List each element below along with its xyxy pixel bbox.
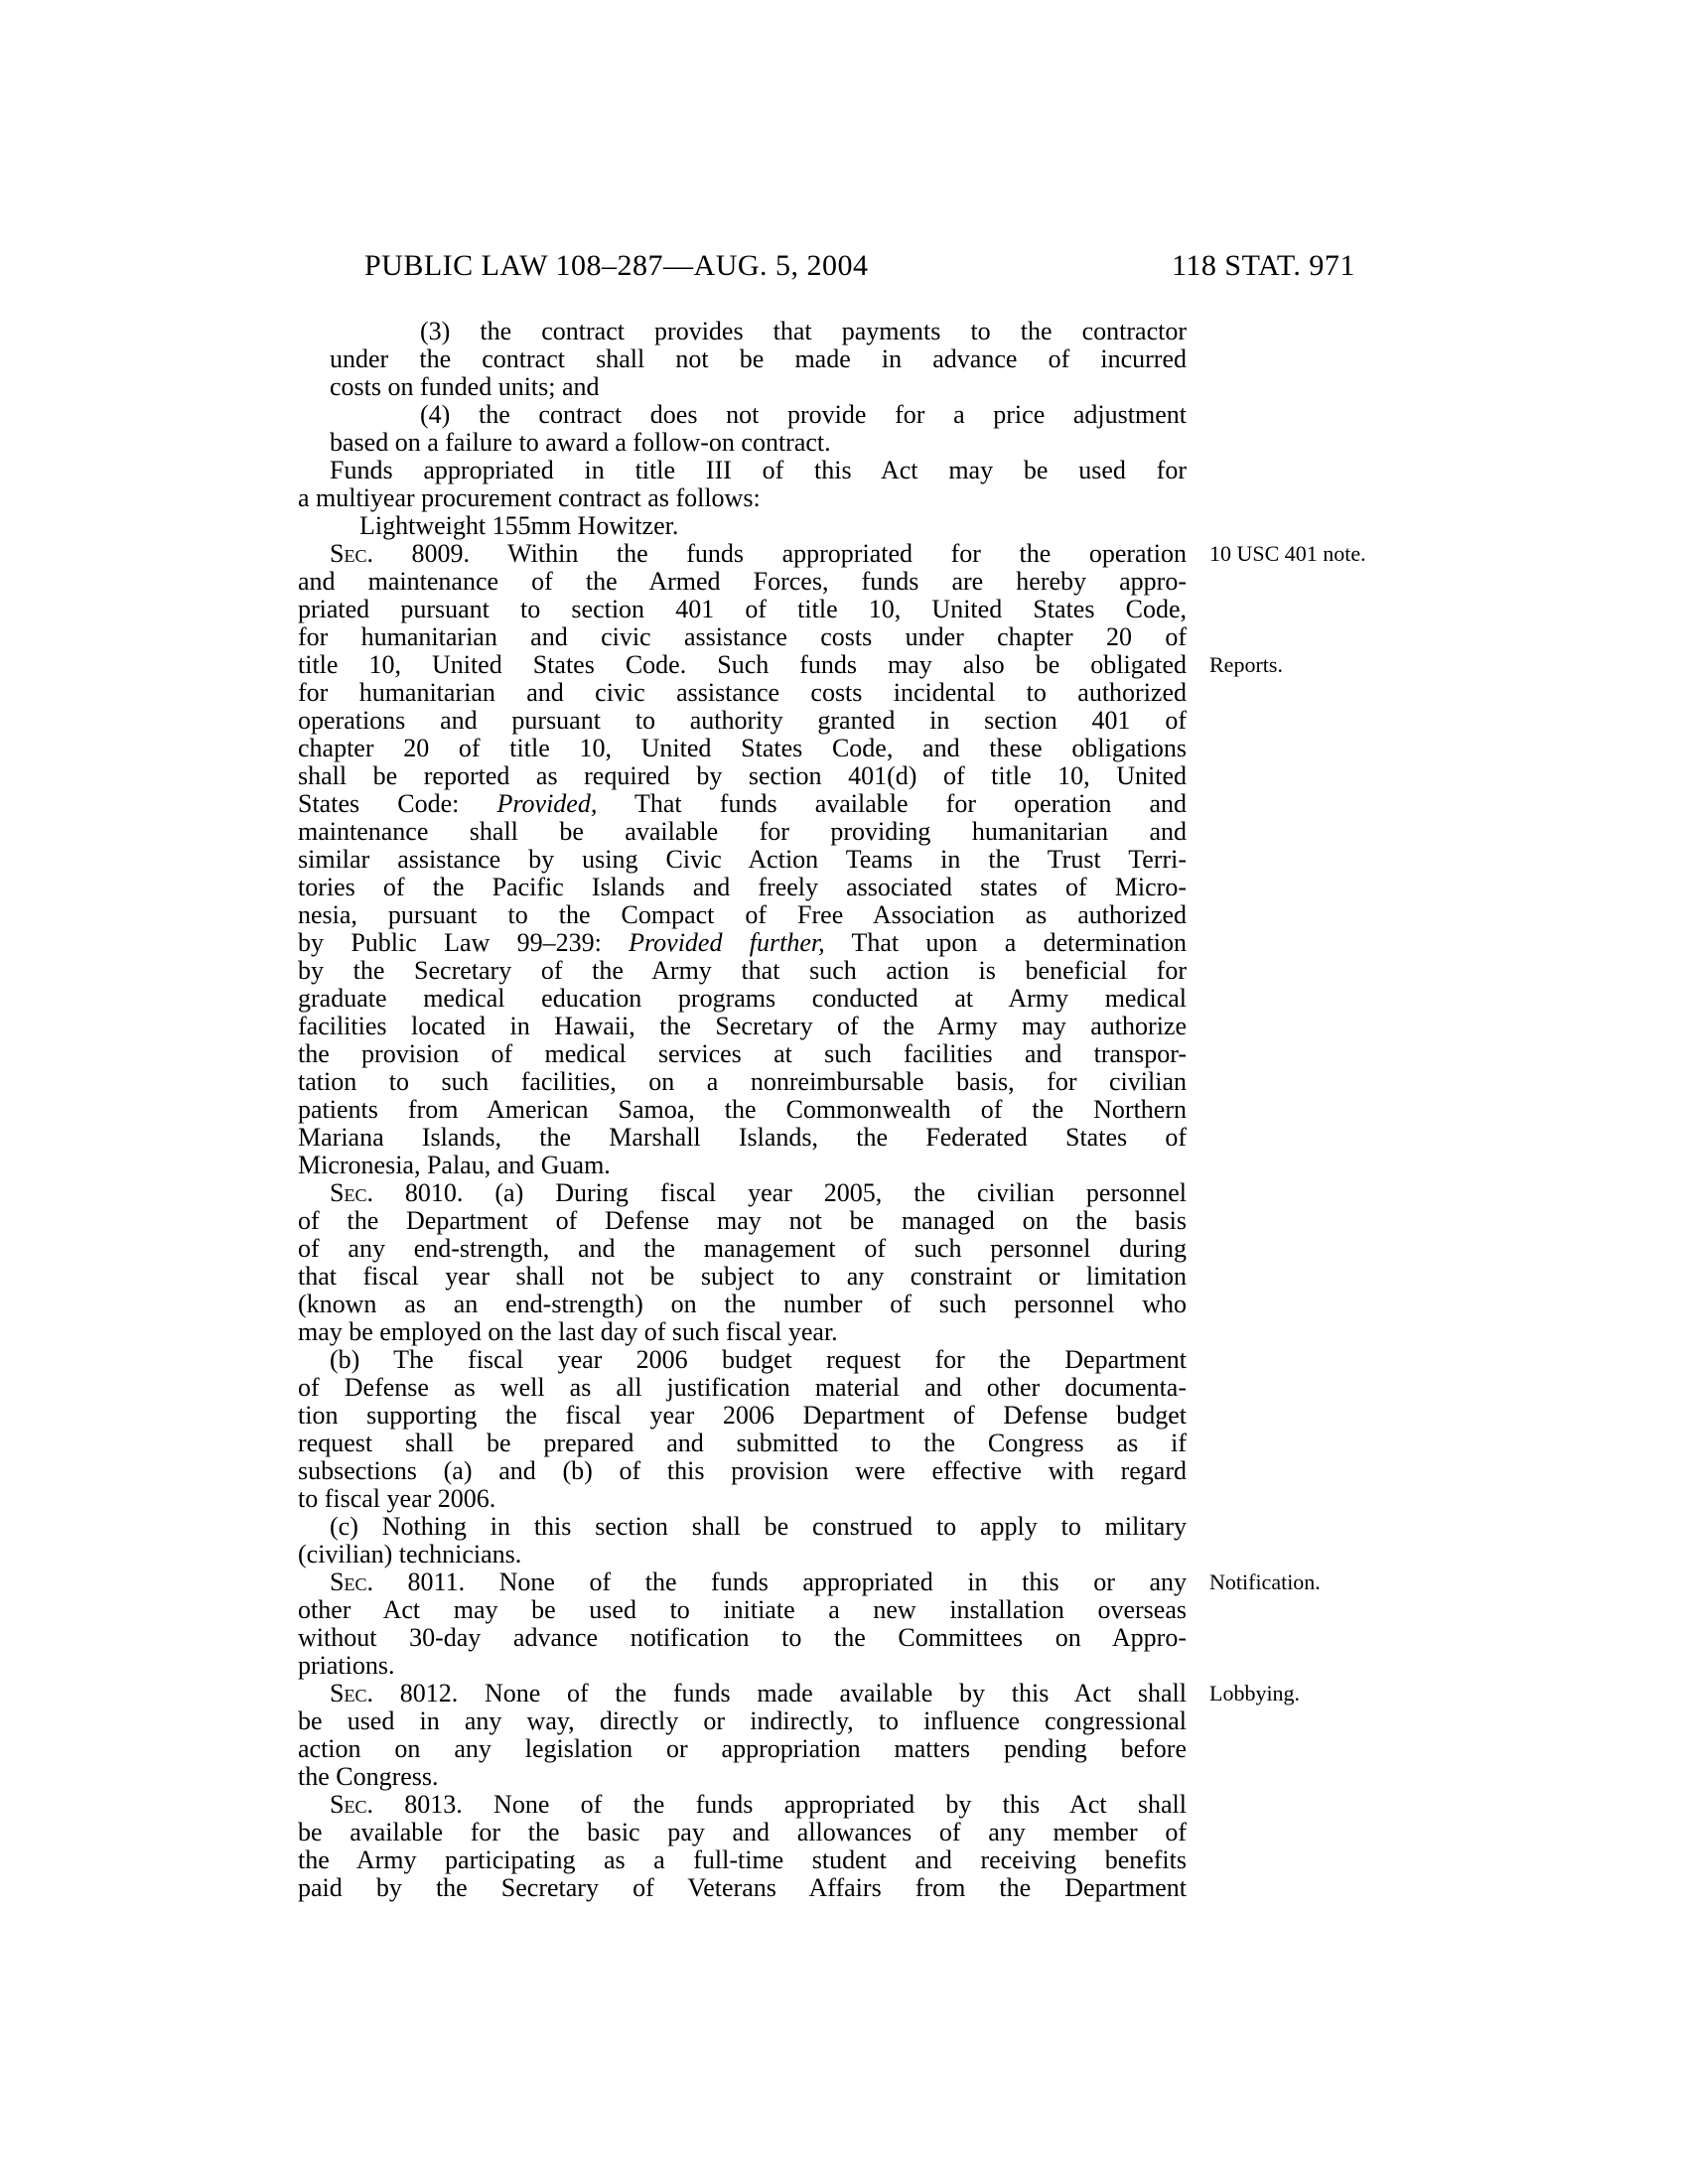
body-line: the Congress.: [298, 1762, 439, 1791]
body-line: be used in any way, directly or indirectly, to influence congressional: [298, 1706, 1187, 1735]
margin-note: Lobbying.: [1209, 1681, 1301, 1706]
body-line: graduate medical education programs conducted at Army medical: [298, 984, 1187, 1013]
body-line: under the contract shall not be made in advance of incurred: [330, 344, 1187, 373]
body-line: and maintenance of the Armed Forces, funds are hereby appro-: [298, 567, 1187, 596]
body-line: may be employed on the last day of such fiscal year.: [298, 1317, 838, 1346]
body-line: operations and pursuant to authority granted in section 401 of: [298, 706, 1187, 735]
body-line: Sec. 8010. (a) During fiscal year 2005, the civilian personnel: [330, 1178, 1187, 1207]
body-line: (b) The fiscal year 2006 budget request for the Department: [330, 1345, 1187, 1374]
body-line: tation to such facilities, on a nonreimbursable basis, for civilian: [298, 1067, 1187, 1096]
body-line: similar assistance by using Civic Action Teams in the Trust Terri-: [298, 845, 1187, 874]
body-line: Sec. 8013. None of the funds appropriated by this Act shall: [330, 1790, 1187, 1819]
margin-note: Reports.: [1209, 652, 1283, 677]
body-line: Mariana Islands, the Marshall Islands, the Federated States of: [298, 1123, 1187, 1152]
body-line: (3) the contract provides that payments to the contractor: [420, 317, 1187, 345]
body-line: Sec. 8012. None of the funds made available by this Act shall: [330, 1679, 1187, 1707]
body-line: action on any legislation or appropriation matters pending before: [298, 1734, 1187, 1763]
body-line: tion supporting the fiscal year 2006 Department of Defense budget: [298, 1401, 1187, 1430]
body-line: based on a failure to award a follow-on contract.: [330, 428, 831, 457]
body-line: maintenance shall be available for providing humanitarian and: [298, 817, 1187, 846]
body-line: (c) Nothing in this section shall be construed to apply to military: [330, 1512, 1187, 1541]
running-head: [0, 248, 1688, 284]
body-line: of any end-strength, and the management of such personnel during: [298, 1234, 1187, 1263]
body-line: facilities located in Hawaii, the Secretary of the Army may authorize: [298, 1012, 1187, 1040]
body-line: a multiyear procurement contract as follows:: [298, 483, 761, 512]
body-line: for humanitarian and civic assistance costs incidental to authorized: [298, 678, 1187, 707]
body-line: Micronesia, Palau, and Guam.: [298, 1151, 611, 1179]
body-line: priated pursuant to section 401 of title 10, United States Code,: [298, 595, 1187, 623]
body-line: that fiscal year shall not be subject to any constraint or limitation: [298, 1262, 1187, 1291]
body-line: States Code: Provided, That funds available for operation and: [298, 789, 1188, 818]
body-line: Sec. 8009. Within the funds appropriated for the operation: [330, 539, 1187, 568]
margin-note: Notification.: [1209, 1570, 1321, 1594]
body-line: (4) the contract does not provide for a price adjustment: [420, 400, 1187, 429]
body-line: paid by the Secretary of Veterans Affairs from the Department: [298, 1873, 1187, 1902]
body-line: by the Secretary of the Army that such action is beneficial for: [298, 956, 1187, 985]
margin-note: 10 USC 401 note.: [1209, 541, 1366, 566]
body-text: [298, 318, 1187, 1902]
body-line: tories of the Pacific Islands and freely associated states of Micro-: [298, 873, 1187, 901]
body-line: the Army participating as a full-time student and receiving benefits: [298, 1845, 1187, 1874]
body-line: Funds appropriated in title III of this Act may be used for: [330, 456, 1187, 484]
body-line: of the Department of Defense may not be managed on the basis: [298, 1206, 1187, 1235]
body-line: (civilian) technicians.: [298, 1540, 522, 1569]
body-line: for humanitarian and civic assistance costs under chapter 20 of: [298, 622, 1187, 651]
body-line: be available for the basic pay and allowances of any member of: [298, 1818, 1187, 1846]
body-line: subsections (a) and (b) of this provision were effective with regard: [298, 1456, 1187, 1485]
body-line: title 10, United States Code. Such funds may also be obligated: [298, 650, 1187, 679]
law-title: PUBLIC LAW 108–287—AUG. 5, 2004: [364, 249, 869, 282]
body-line: without 30-day advance notification to the Committees on Appro-: [298, 1623, 1187, 1652]
body-line: by Public Law 99–239: Provided further, That upon a determination: [298, 928, 1187, 957]
body-line: to fiscal year 2006.: [298, 1484, 496, 1513]
body-line: Lightweight 155mm Howitzer.: [359, 511, 679, 540]
body-line: patients from American Samoa, the Commonwealth of the Northern: [298, 1095, 1187, 1124]
body-line: costs on funded units; and: [330, 372, 600, 401]
body-line: Sec. 8011. None of the funds appropriated in this or any: [330, 1568, 1187, 1596]
body-line: the provision of medical services at such facilities and transpor-: [298, 1039, 1187, 1068]
body-line: nesia, pursuant to the Compact of Free Association as authorized: [298, 900, 1187, 929]
stat-page-number: 118 STAT. 971: [1172, 249, 1355, 282]
body-line: shall be reported as required by section 401(d) of title 10, United: [298, 761, 1187, 790]
body-line: priations.: [298, 1651, 395, 1680]
body-line: (known as an end-strength) on the number of such personnel who: [298, 1290, 1187, 1318]
body-line: other Act may be used to initiate a new installation overseas: [298, 1595, 1187, 1624]
body-line: of Defense as well as all justification material and other documenta-: [298, 1373, 1187, 1402]
body-line: chapter 20 of title 10, United States Code, and these obligations: [298, 734, 1187, 762]
body-line: request shall be prepared and submitted to the Congress as if: [298, 1429, 1187, 1457]
